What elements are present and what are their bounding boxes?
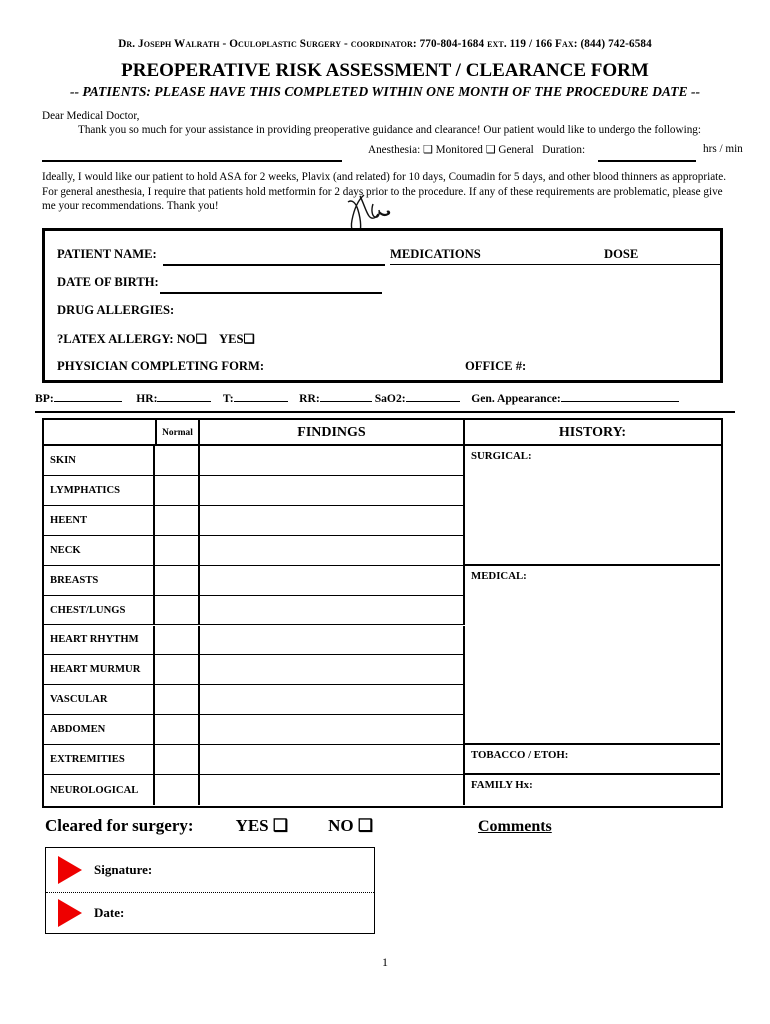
practice-letterhead: [0, 38, 770, 50]
anesthesia-line: [368, 143, 585, 156]
rr-label: RR:: [299, 392, 320, 405]
rr-input-line[interactable]: [320, 401, 372, 402]
table-row: [44, 655, 465, 685]
triangle-marker-icon: [58, 899, 82, 927]
normal-checkbox-cell[interactable]: [155, 476, 200, 505]
duration-units-label: hrs / min: [703, 143, 743, 155]
vitals-row: [35, 392, 755, 405]
gen-appearance-label: Gen. Appearance:: [471, 392, 561, 405]
cleared-for-surgery-label: Cleared for surgery:: [45, 816, 194, 835]
patient-information-box: [42, 228, 723, 383]
anesthesia-monitored-label: Monitored: [435, 144, 483, 156]
blood-thinner-instructions: Ideally, I would like our patient to hold ASA for 2 weeks, Plavix (and related) for 10 days, Coumadin for 5 days, and other blood thinners as appropriate. For general anesthesia, I require that patients hold metformin for 2 days prior to the procedure. If any of these requirements are problematic, please give me your recommendations. Thank you!: [42, 171, 727, 212]
system-label-chest-lungs: CHEST/LUNGS: [44, 596, 155, 625]
procedure-write-in-line[interactable]: [42, 160, 342, 162]
normal-checkbox-cell[interactable]: [155, 685, 200, 714]
findings-entry-cell[interactable]: [200, 685, 465, 714]
table-row: [44, 446, 465, 476]
bp-input-line[interactable]: [54, 401, 122, 402]
office-number-label: OFFICE #:: [465, 359, 527, 373]
table-row: [44, 506, 465, 536]
sao2-label: SaO2:: [374, 392, 406, 405]
anesthesia-label: Anesthesia:: [368, 144, 421, 156]
cleared-no-label: NO: [328, 816, 354, 835]
dose-label: DOSE: [604, 247, 639, 261]
column-header-normal: Normal: [155, 420, 200, 446]
date-row[interactable]: [46, 892, 374, 936]
history-section-family-hx[interactable]: FAMILY Hx:: [471, 779, 533, 792]
duration-write-in-line[interactable]: [598, 160, 696, 162]
date-label: Date:: [94, 905, 125, 921]
salutation: Dear Medical Doctor,: [42, 110, 140, 122]
system-label-heent: HEENT: [44, 506, 155, 535]
findings-entry-cell[interactable]: [200, 446, 465, 475]
drug-allergies-label: DRUG ALLERGIES:: [57, 303, 175, 317]
findings-entry-cell[interactable]: [200, 536, 465, 565]
anesthesia-monitored-checkbox[interactable]: ❑: [423, 144, 433, 156]
hr-label: HR:: [136, 392, 158, 405]
signature-row[interactable]: [46, 848, 374, 892]
normal-checkbox-cell[interactable]: [155, 715, 200, 744]
findings-entry-cell[interactable]: [200, 775, 465, 805]
table-row: [44, 715, 465, 745]
system-label-lymphatics: LYMPHATICS: [44, 476, 155, 505]
normal-checkbox-cell[interactable]: [155, 536, 200, 565]
findings-entry-cell[interactable]: [200, 715, 465, 744]
normal-checkbox-cell[interactable]: [155, 506, 200, 535]
latex-allergy-no-checkbox[interactable]: ❑: [195, 332, 207, 346]
column-header-history: HISTORY:: [558, 425, 627, 440]
table-row: [44, 775, 465, 805]
exam-table-body: [44, 446, 721, 805]
normal-checkbox-cell[interactable]: [155, 745, 200, 774]
table-row: [44, 685, 465, 715]
column-header-findings: FINDINGS: [200, 420, 465, 446]
table-row: [44, 596, 465, 626]
latex-allergy-row: [57, 331, 255, 347]
findings-entry-cell[interactable]: [200, 626, 465, 655]
form-subtitle: -- PATIENTS: PLEASE HAVE THIS COMPLETED WITHIN ONE MONTH OF THE PROCEDURE DATE --: [69, 84, 701, 99]
cleared-no-checkbox[interactable]: ❑: [357, 816, 374, 835]
findings-entry-cell[interactable]: [200, 566, 465, 595]
findings-entry-cell[interactable]: [200, 655, 465, 684]
normal-checkbox-cell[interactable]: [155, 626, 200, 655]
exam-table-header-row: [44, 420, 721, 446]
system-label-vascular: VASCULAR: [44, 685, 155, 714]
cleared-for-surgery-row: [45, 816, 373, 836]
gen-appearance-input-line[interactable]: [561, 401, 679, 402]
latex-allergy-label: ?LATEX ALLERGY:: [57, 332, 174, 346]
anesthesia-general-label: General: [498, 144, 534, 156]
medications-dose-underline: [390, 264, 720, 265]
table-row: [44, 476, 465, 506]
patient-name-label: PATIENT NAME:: [57, 247, 157, 261]
sao2-input-line[interactable]: [406, 401, 460, 402]
system-label-neurological: NEUROLOGICAL: [44, 775, 155, 805]
cleared-yes-label: YES: [235, 816, 269, 835]
findings-entry-cell[interactable]: [200, 596, 465, 625]
normal-checkbox-cell[interactable]: [155, 596, 200, 625]
thank-you-paragraph: Thank you so much for your assistance in providing preoperative guidance and clearance! Our patient would like to undergo the following:: [78, 124, 702, 136]
system-label-skin: SKIN: [44, 446, 155, 475]
table-row: [44, 536, 465, 566]
findings-entry-cell[interactable]: [200, 506, 465, 535]
system-label-neck: NECK: [44, 536, 155, 565]
system-label-abdomen: ABDOMEN: [44, 715, 155, 744]
table-row: [44, 566, 465, 596]
vitals-separator-rule: [35, 411, 735, 413]
latex-allergy-yes-label: YES: [219, 332, 244, 346]
normal-checkbox-cell[interactable]: [155, 566, 200, 595]
signature-date-box: [45, 847, 375, 934]
findings-entry-cell[interactable]: [200, 476, 465, 505]
history-column: [465, 446, 720, 805]
physical-exam-table: [42, 418, 723, 808]
table-row: [44, 626, 465, 656]
system-label-heart-rhythm: HEART RHYTHM: [44, 626, 155, 655]
physician-completing-form-label: PHYSICIAN COMPLETING FORM:: [57, 359, 265, 373]
latex-allergy-yes-checkbox[interactable]: ❑: [243, 332, 255, 346]
practice-letterhead-text: Dr. Joseph Walrath - Oculoplastic Surgery - coordinator: 770-804-1684 ext. 119 / 166 Fax: (844) 742-6584: [118, 38, 652, 50]
triangle-marker-icon: [58, 856, 82, 884]
history-section-medical[interactable]: MEDICAL:: [465, 566, 720, 746]
bp-label: BP:: [35, 392, 54, 405]
date-of-birth-input-line[interactable]: [160, 292, 382, 294]
cleared-yes-checkbox[interactable]: ❑: [272, 816, 289, 835]
normal-checkbox-cell[interactable]: [155, 655, 200, 684]
latex-allergy-no-label: NO: [176, 332, 196, 346]
temperature-label: T:: [222, 392, 234, 405]
table-row: [44, 745, 465, 775]
history-section-surgical[interactable]: SURGICAL:: [465, 446, 720, 566]
system-label-breasts: BREASTS: [44, 566, 155, 595]
date-of-birth-label: DATE OF BIRTH:: [57, 275, 159, 289]
patient-name-input-line[interactable]: [163, 264, 385, 266]
page-number: 1: [382, 955, 388, 969]
hr-input-line[interactable]: [157, 401, 211, 402]
form-title: PREOPERATIVE RISK ASSESSMENT / CLEARANCE FORM: [121, 60, 649, 81]
medications-label: MEDICATIONS: [390, 247, 481, 261]
system-label-extremities: EXTREMITIES: [44, 745, 155, 774]
normal-checkbox-cell[interactable]: [155, 775, 200, 805]
temperature-input-line[interactable]: [234, 401, 288, 402]
system-label-heart-murmur: HEART MURMUR: [44, 655, 155, 684]
normal-checkbox-cell[interactable]: [155, 446, 200, 475]
findings-entry-cell[interactable]: [200, 745, 465, 774]
duration-label: Duration:: [542, 144, 586, 156]
history-section-tobacco-etoh[interactable]: TOBACCO / ETOH:: [465, 745, 720, 775]
comments-label: Comments: [478, 818, 552, 835]
anesthesia-general-checkbox[interactable]: ❑: [485, 144, 496, 156]
signature-label: Signature:: [94, 861, 153, 877]
